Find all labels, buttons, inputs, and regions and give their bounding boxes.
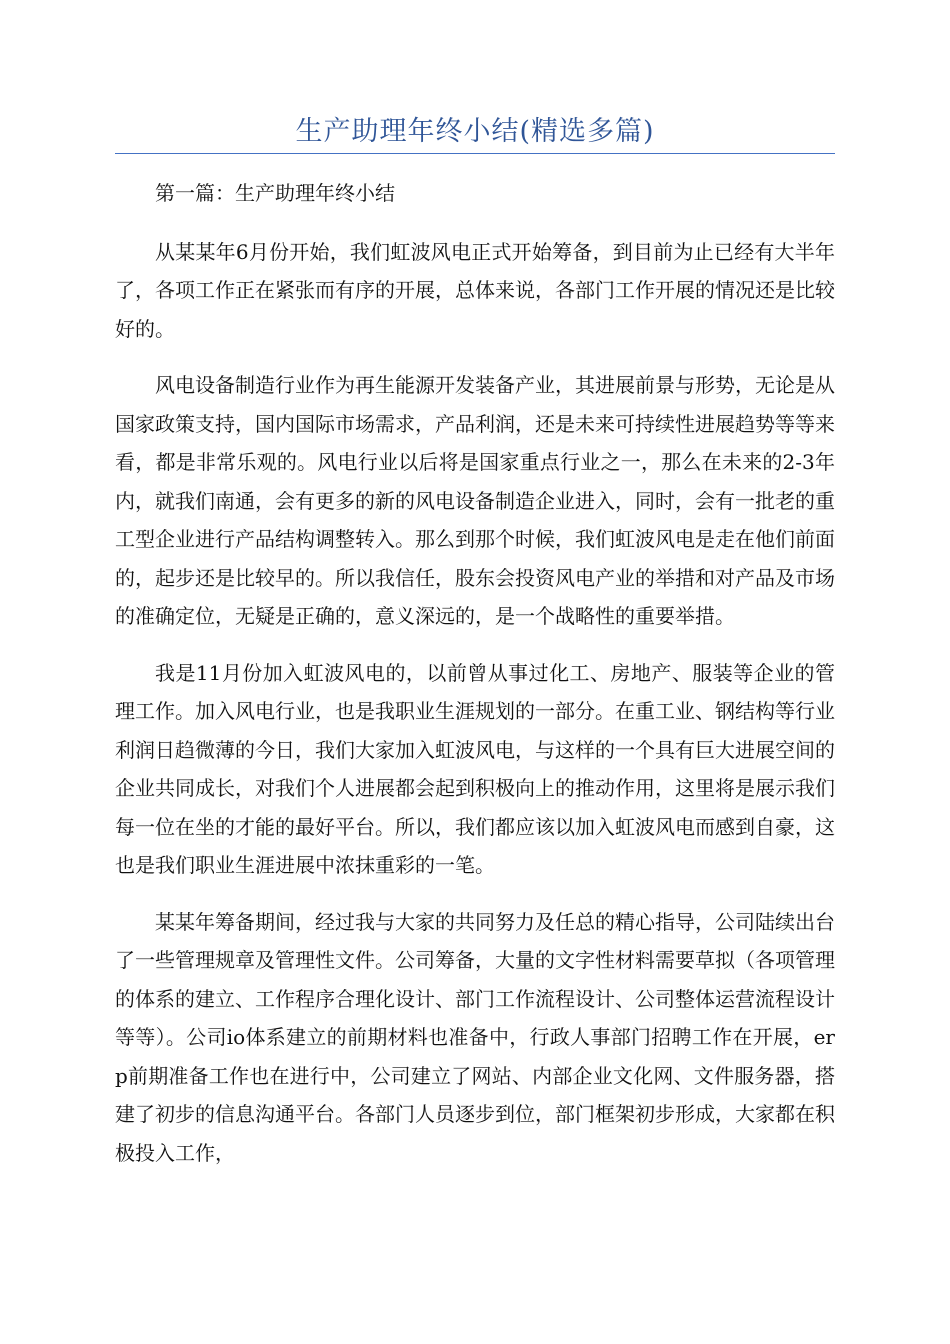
body-paragraph: 某某年筹备期间，经过我与大家的共同努力及任总的精心指导，公司陆续出台了一些管理规章及管理性文件。公司筹备，大量的文字性材料需要草拟（各项管理的体系的建立、工作程序合理化设计、部门工作流程设计、公司整体运营流程设计等等）。公司io体系建立的前期材料也准备中，行政人事部门招聘工作在开展，erp前期准备工作也在进行中，公司建立了网站、内部企业文化网、文件服务器，搭建了初步的信息沟通平台。各部门人员逐步到位，部门框架初步形成，大家都在积极投入工作， (115, 909, 835, 1165)
section-heading: 第一篇：生产助理年终小结 (155, 181, 395, 205)
body-paragraph: 从某某年6月份开始，我们虹波风电正式开始筹备，到目前为止已经有大半年了，各项工作正在紧张而有序的开展，总体来说，各部门工作开展的情况还是比较好的。 (115, 239, 835, 341)
body-paragraph: 我是11月份加入虹波风电的，以前曾从事过化工、房地产、服装等企业的管理工作。加入风电行业，也是我职业生涯规划的一部分。在重工业、钢结构等行业利润日趋微薄的今日，我们大家加入虹波风电，与这样的一个具有巨大进展空间的企业共同成长，对我们个人进展都会起到积极向上的推动作用，这里将是展示我们每一位在坐的才能的最好平台。所以，我们都应该以加入虹波风电而感到自豪，这也是我们职业生涯进展中浓抹重彩的一笔。 (115, 660, 835, 877)
document-body (115, 174, 835, 1190)
title-underline (115, 153, 835, 154)
document-title: 生产助理年终小结(精选多篇) (295, 116, 655, 147)
body-paragraph: 风电设备制造行业作为再生能源开发装备产业，其进展前景与形势，无论是从国家政策支持，国内国际市场需求，产品利润，还是未来可持续性进展趋势等等来看，都是非常乐观的。风电行业以后将是国家重点行业之一，那么在未来的2-3年内，就我们南通，会有更多的新的风电设备制造企业进入，同时，会有一批老的重工型企业进行产品结构调整转入。那么到那个时候，我们虹波风电是走在他们前面的，起步还是比较早的。所以我信任，股东会投资风电产业的举措和对产品及市场的准确定位，无疑是正确的，意义深远的，是一个战略性的重要举措。 (115, 373, 835, 628)
